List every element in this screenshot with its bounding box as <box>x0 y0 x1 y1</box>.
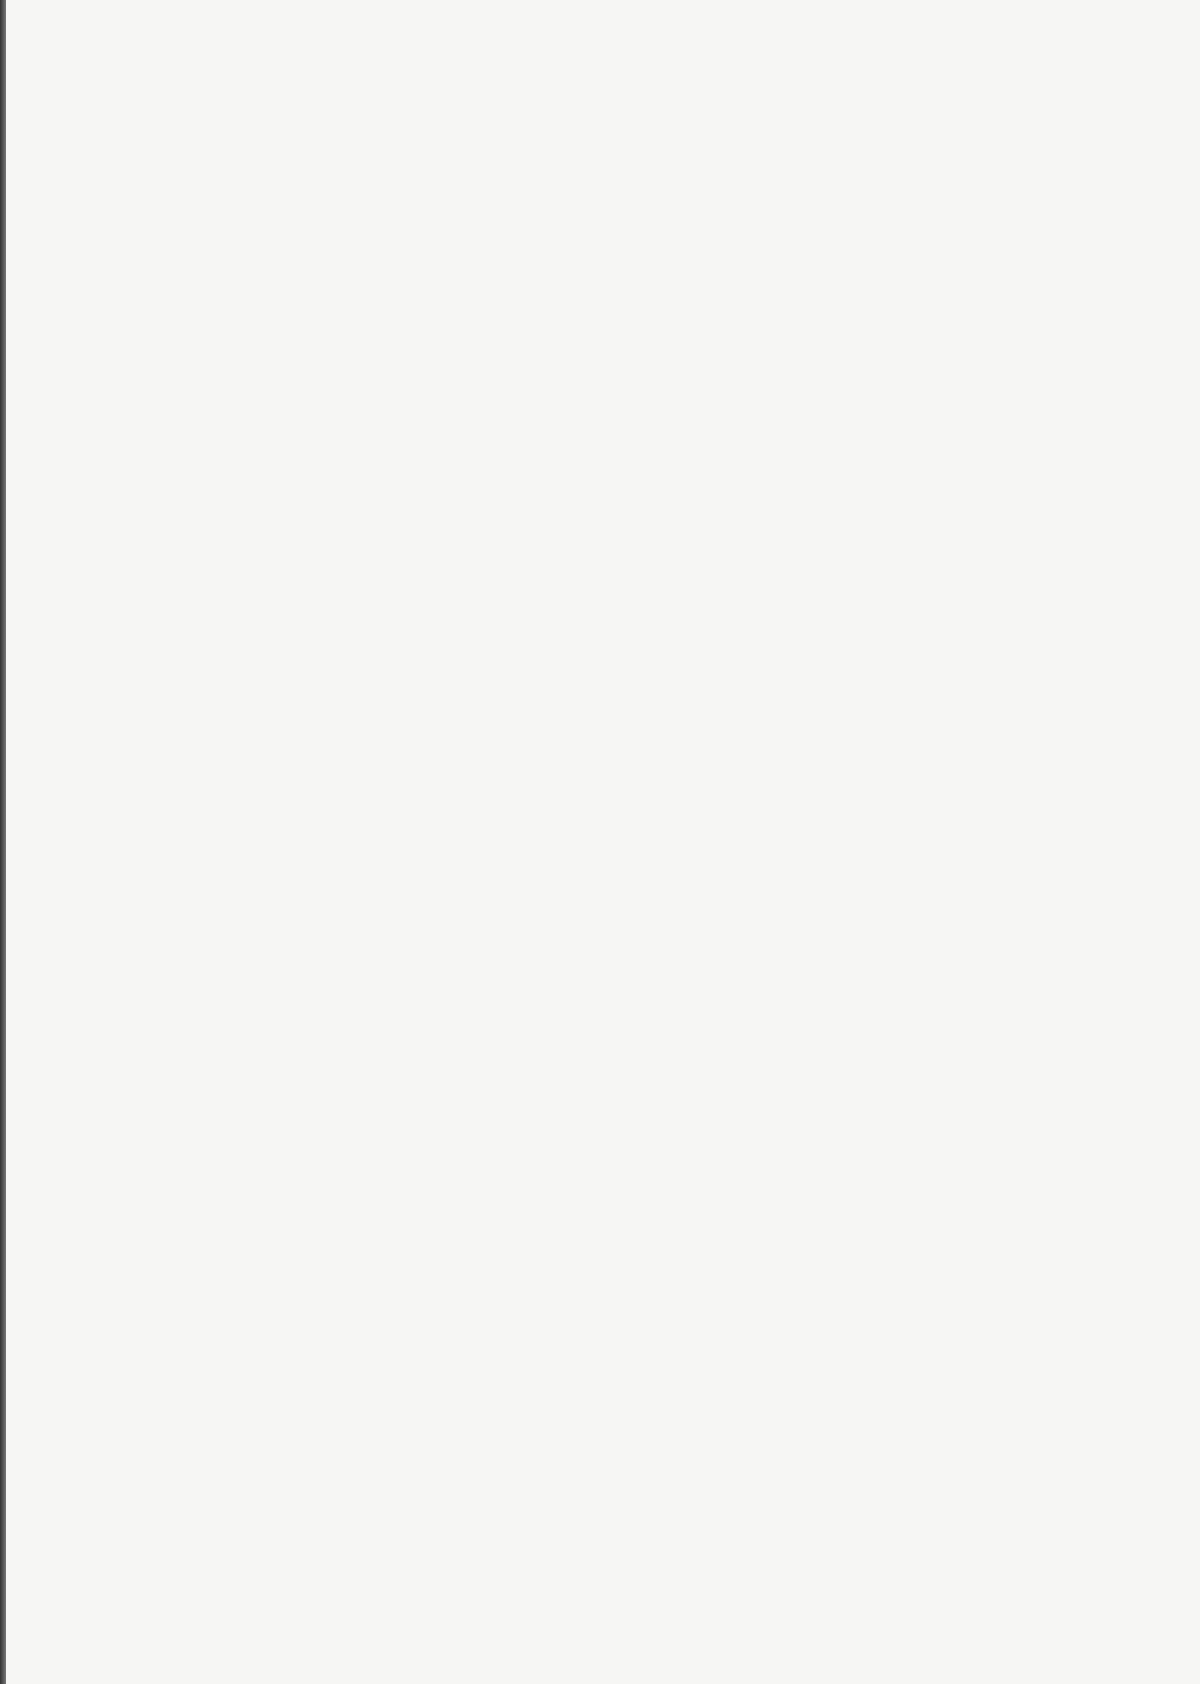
page-binding-edge <box>0 0 6 1684</box>
